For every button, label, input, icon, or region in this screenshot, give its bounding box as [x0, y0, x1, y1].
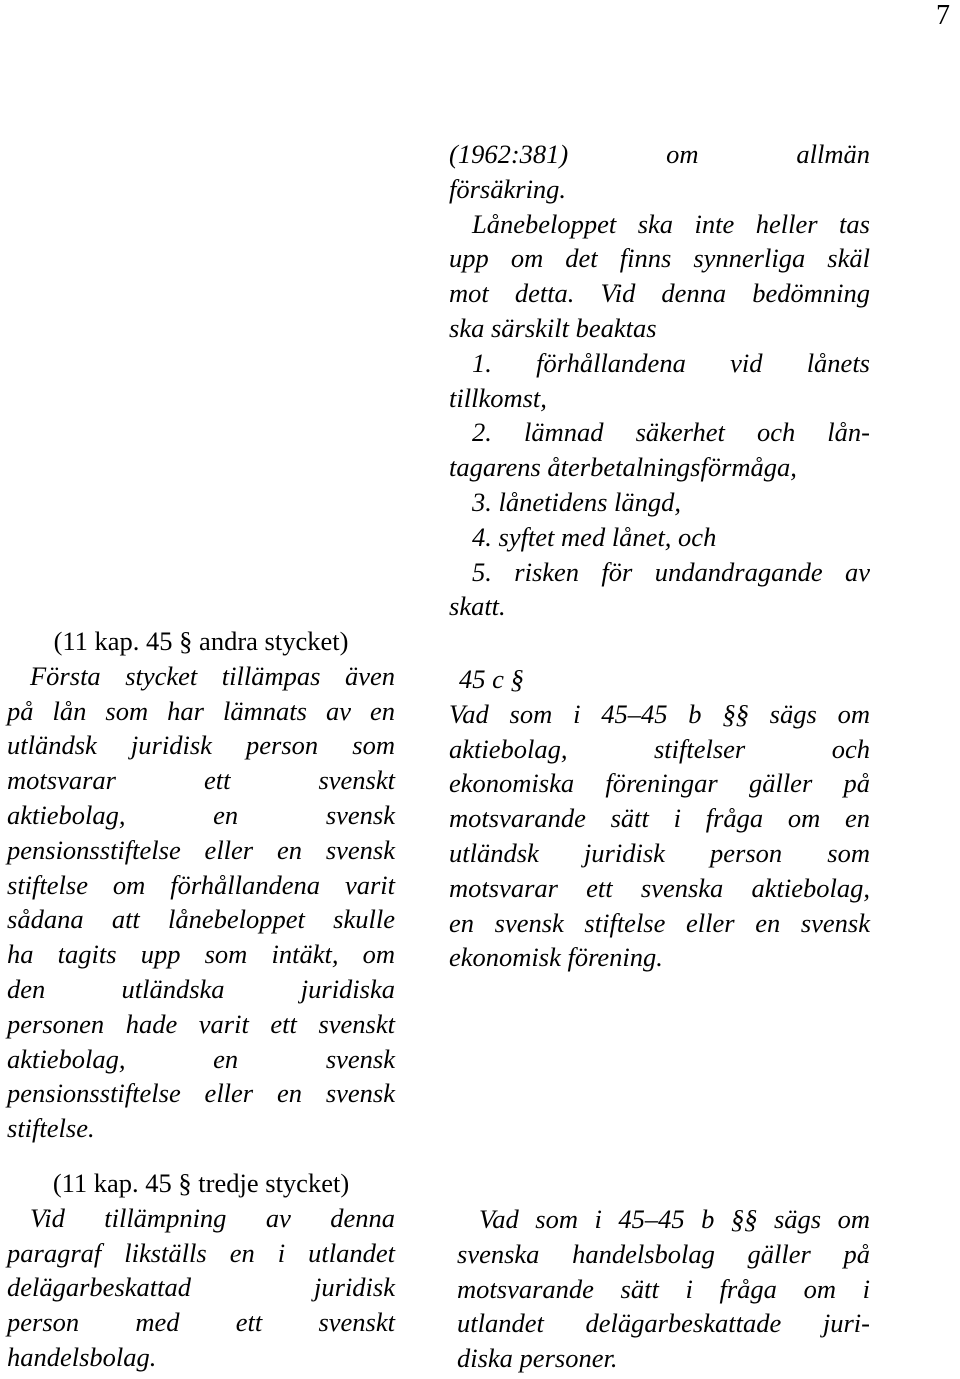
right-block-45c	[449, 662, 870, 975]
paragraph-text	[7, 659, 395, 1146]
text-line: utländsk juridisk person som	[449, 837, 870, 868]
page-number: 7	[936, 0, 950, 31]
text-line: handelsbolag.	[7, 1341, 157, 1372]
list-item-5: 5. risken för undandragande av	[472, 556, 870, 587]
text-line: sådana att lånebeloppet skulle	[7, 904, 395, 935]
list-item-4: 4. syftet med lånet, och	[472, 521, 717, 552]
text-line: den utländska juridiska	[7, 973, 395, 1004]
left-block-tredje-stycket	[7, 1166, 395, 1375]
right-block-handelsbolag	[449, 1202, 870, 1376]
text-line: en svensk stiftelse eller en svensk	[449, 907, 870, 938]
text-line: ekonomiska föreningar gäller på	[449, 768, 870, 799]
text-line: personen hade varit ett svenskt	[7, 1008, 395, 1039]
text-line: aktiebolag, stiftelser och	[449, 733, 870, 764]
text-line: stiftelse om förhållandena varit	[7, 869, 395, 900]
text-line: delägarbeskattad juridisk	[7, 1272, 395, 1303]
text-line: tagarens återbetalningsförmåga,	[449, 452, 797, 483]
section-heading: 45 c §	[459, 664, 524, 694]
text-line: Lånebeloppet ska inte heller tas	[472, 208, 870, 239]
text-line: paragraf likställs en i utlandet	[7, 1237, 395, 1268]
text-line: mot detta. Vid denna bedömning	[449, 278, 870, 309]
list-item-2: 2. lämnad säkerhet och lån-	[472, 417, 870, 448]
text-line: person med ett svenskt	[7, 1307, 395, 1338]
text-line: pensionsstiftelse eller en svensk	[7, 1078, 395, 1109]
text-line: motsvarande sätt i fråga om i	[457, 1273, 870, 1304]
text-line: pensionsstiftelse eller en svensk	[7, 834, 395, 865]
text-line: svenska handelsbolag gäller på	[457, 1238, 870, 1269]
section-reference-heading: (11 kap. 45 § tredje stycket)	[52, 1168, 350, 1198]
section-reference-heading: (11 kap. 45 § andra stycket)	[53, 626, 349, 656]
text-line: Vid tillämpning av denna	[30, 1202, 395, 1233]
list-item-3: 3. lånetidens längd,	[472, 486, 682, 517]
text-line: skatt.	[449, 591, 506, 622]
text-line: Vad som i 45–45 b §§ sägs om	[479, 1204, 870, 1234]
text-line: på lån som har lämnats av en	[7, 695, 395, 726]
text-line: motsvarande sätt i fråga om en	[449, 803, 870, 834]
text-line: utlandet delägarbeskattade juri-	[457, 1308, 870, 1339]
text-line: Första stycket tillämpas även	[30, 660, 395, 691]
text-line: motsvarar ett svenskt	[7, 765, 395, 796]
text-line: utländsk juridisk person som	[7, 730, 395, 761]
text-line: ha tagits upp som intäkt, om	[7, 939, 395, 970]
paragraph-text	[7, 1201, 395, 1375]
text-line: (1962:381) om allmän	[449, 139, 870, 169]
text-line: upp om det finns synnerliga skäl	[449, 243, 870, 274]
list-item-1: 1. förhållandena vid lånets	[472, 347, 870, 378]
text-line: ekonomisk förening.	[449, 942, 663, 973]
text-line: försäkring.	[449, 173, 567, 204]
text-line: Vad som i 45–45 b §§ sägs om	[449, 698, 870, 729]
text-line: tillkomst,	[449, 382, 547, 413]
right-block-continuation	[449, 137, 870, 624]
text-line: ska särskilt beaktas	[449, 312, 657, 343]
text-line: diska personer.	[457, 1343, 618, 1374]
text-line: motsvarar ett svenska aktiebolag,	[449, 872, 870, 903]
text-line: aktiebolag, en svensk	[7, 1043, 395, 1074]
text-line: stiftelse.	[7, 1113, 95, 1144]
left-block-andra-stycket	[7, 624, 395, 1146]
text-line: aktiebolag, en svensk	[7, 799, 395, 830]
